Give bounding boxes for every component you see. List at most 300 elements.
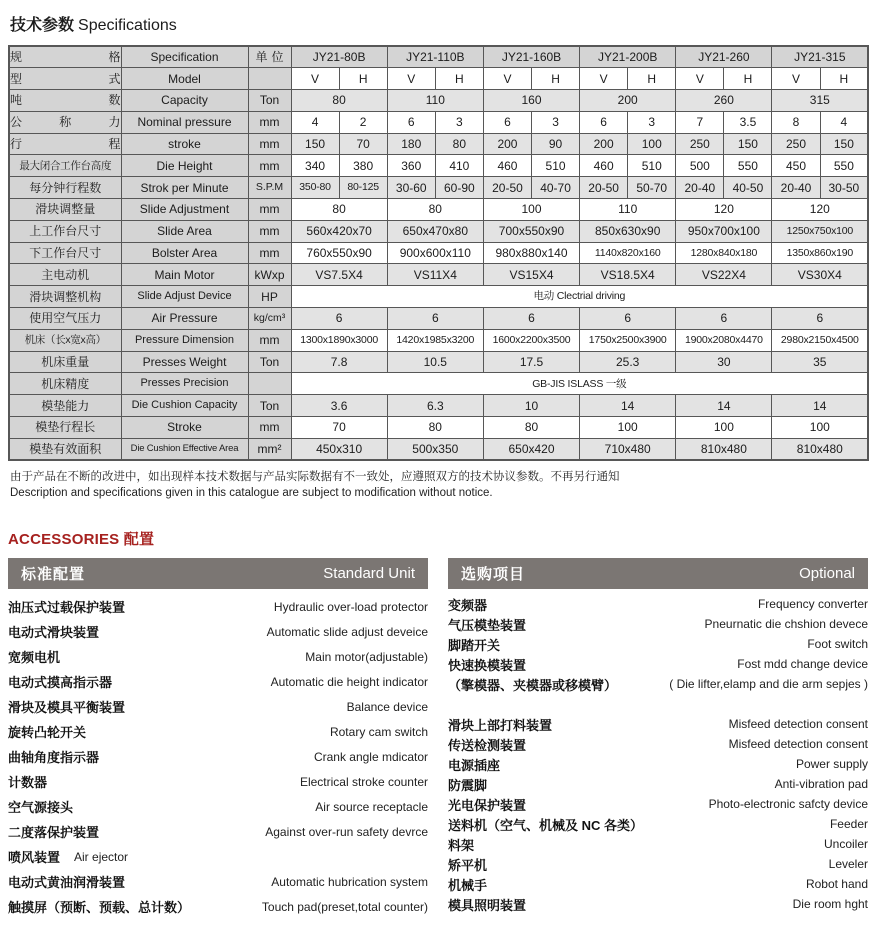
row-label-cn: 每分钟行程数 — [9, 177, 121, 199]
row-unit: mm — [248, 155, 291, 177]
spec-row — [9, 155, 868, 177]
accessory-item-cn: 脚踏开关 — [448, 637, 501, 653]
accessory-item — [448, 594, 868, 614]
accessory-item-en: Feeder — [829, 817, 868, 832]
spec-cell: 100 — [628, 133, 676, 155]
spec-cell: V — [387, 68, 435, 90]
row-label-cn: 滑块调整量 — [9, 199, 121, 221]
accessory-item-en: Against over-run safety devrce — [265, 824, 428, 839]
spec-cell: 760x550x90 — [291, 242, 387, 264]
spec-cell: 30 — [676, 351, 772, 373]
spec-cell: 200 — [580, 90, 676, 112]
accessory-item — [8, 869, 428, 894]
spec-cell: 460 — [483, 155, 531, 177]
spec-cell: 450 — [772, 155, 820, 177]
accessory-item-en: Crank angle mdicator — [313, 749, 428, 764]
spec-cell: 2980x2150x4500 — [772, 329, 868, 351]
accessory-item-cn: 料架 — [448, 837, 475, 853]
spec-cell: 10 — [483, 395, 579, 417]
spec-cell: 80 — [387, 417, 483, 439]
accessory-item-cn: 宽频电机 — [8, 650, 61, 666]
spec-cell: 14 — [772, 395, 868, 417]
row-label-en: Slide Adjustment — [121, 199, 248, 221]
accessory-item-en: Air ejector — [74, 849, 129, 864]
spec-cell: 950x700x100 — [676, 220, 772, 242]
accessory-item-cn: （擎模器、夹模器或移模臂） — [448, 677, 618, 693]
spec-row — [9, 177, 868, 199]
spec-cell: V — [580, 68, 628, 90]
spec-cell: 150 — [724, 133, 772, 155]
disclaimer-note — [10, 469, 868, 501]
spec-cell: 80 — [387, 199, 483, 221]
spec-cell: 150 — [291, 133, 339, 155]
accessory-item-cn: 矫平机 — [448, 857, 488, 873]
row-label-cn: 使用空气压力 — [9, 308, 121, 330]
accessory-item-cn: 旋转凸轮开关 — [8, 725, 87, 741]
accessory-item-en: Touch pad(preset,total counter) — [261, 899, 428, 914]
spec-cell: 160 — [483, 90, 579, 112]
accessory-item-cn: 变频器 — [448, 597, 488, 613]
spec-cell: H — [435, 68, 483, 90]
row-label-cn: 型式 — [9, 68, 121, 90]
row-label-cn: 行程 — [9, 133, 121, 155]
accessories-title-cn: 配置 — [123, 531, 155, 549]
accessory-item — [448, 634, 868, 654]
spec-row — [9, 351, 868, 373]
spec-cell: 6 — [772, 308, 868, 330]
spec-cell: 980x880x140 — [483, 242, 579, 264]
accessory-item-cn: 电动式滑块装置 — [8, 625, 100, 641]
spec-row — [9, 329, 868, 351]
spec-cell: 810x480 — [676, 438, 772, 460]
row-unit: Ton — [248, 90, 291, 112]
accessory-item-en: Balance device — [346, 699, 428, 714]
spec-cell: 80 — [483, 417, 579, 439]
spec-cell: 510 — [628, 155, 676, 177]
row-label-en: Stroke — [121, 417, 248, 439]
accessory-item-cn: 模具照明装置 — [448, 897, 527, 913]
row-label-cn: 机床重量 — [9, 351, 121, 373]
accessory-item — [448, 774, 868, 794]
spec-row — [9, 395, 868, 417]
accessory-item-en: ( Die lifter,elamp and die arm sepjes ) — [669, 677, 868, 692]
spec-cell: 70 — [291, 417, 387, 439]
spec-cell: 560x420x70 — [291, 220, 387, 242]
spec-cell: 550 — [724, 155, 772, 177]
spec-cell: 100 — [580, 417, 676, 439]
accessory-item-cn: 空气源接头 — [8, 800, 74, 816]
spec-cell: 150 — [820, 133, 868, 155]
spec-cell: 7.8 — [291, 351, 387, 373]
row-unit: Ton — [248, 395, 291, 417]
accessory-item — [448, 754, 868, 774]
spec-cell: 550 — [820, 155, 868, 177]
accessory-item-cn: 滑块及模具平衡装置 — [8, 700, 126, 716]
spec-row — [9, 438, 868, 460]
accessory-item — [8, 894, 428, 919]
spec-cell: VS30X4 — [772, 264, 868, 286]
spec-row — [9, 286, 868, 308]
model-header: JY21-200B — [580, 46, 676, 68]
spec-cell: 110 — [387, 90, 483, 112]
standard-unit-header — [8, 558, 428, 589]
accessory-item — [8, 744, 428, 769]
row-label-en: Nominal pressure — [121, 111, 248, 133]
accessory-item-en: Die room hght — [792, 897, 868, 912]
spec-cell: 350-80 — [291, 177, 339, 199]
spec-cell: 500 — [676, 155, 724, 177]
row-label-cn: 吨数 — [9, 90, 121, 112]
row-label-en: Presses Weight — [121, 351, 248, 373]
row-unit: kWxp — [248, 264, 291, 286]
accessory-item-cn: 二度落保护装置 — [8, 825, 100, 841]
spec-cell: 650x470x80 — [387, 220, 483, 242]
spec-cell: 100 — [483, 199, 579, 221]
spec-cell: 700x550x90 — [483, 220, 579, 242]
accessory-item — [448, 894, 868, 914]
row-label-en: Model — [121, 68, 248, 90]
spec-cell: 3 — [628, 111, 676, 133]
accessory-item — [8, 644, 428, 669]
spec-cell: 1250x750x100 — [772, 220, 868, 242]
spec-cell: 30-50 — [820, 177, 868, 199]
spec-cell: V — [676, 68, 724, 90]
accessory-item — [448, 734, 868, 754]
spec-table — [8, 45, 869, 461]
row-label-en: Slide Area — [121, 220, 248, 242]
row-label-cn: 滑块调整机构 — [9, 286, 121, 308]
accessory-item — [448, 654, 868, 674]
accessory-item — [8, 594, 428, 619]
spec-cell: 1600x2200x3500 — [483, 329, 579, 351]
accessory-item — [8, 769, 428, 794]
row-unit: mm — [248, 220, 291, 242]
accessory-item-cn: 送料机（空气、机械及 NC 各类） — [448, 817, 644, 833]
standard-unit-items — [8, 589, 428, 919]
spec-cell: 30-60 — [387, 177, 435, 199]
spec-cell: 3 — [435, 111, 483, 133]
spec-cell: 410 — [435, 155, 483, 177]
spec-cell: 460 — [580, 155, 628, 177]
row-unit: mm — [248, 133, 291, 155]
page-title-cn: 技术参数 — [10, 17, 75, 34]
spec-cell: 50-70 — [628, 177, 676, 199]
disclaimer-en: Description and specifications given in this catalogue are subject to modification without notice. — [10, 487, 493, 500]
spec-cell: 900x600x110 — [387, 242, 483, 264]
spec-cell: 1750x2500x3900 — [580, 329, 676, 351]
accessory-item-en: Electrical stroke counter — [299, 774, 428, 789]
row-label-en: Capacity — [121, 90, 248, 112]
accessory-item-cn: 触摸屏（预断、预载、总计数） — [8, 900, 191, 916]
accessory-item — [448, 834, 868, 854]
row-label-cn: 公称力 — [9, 111, 121, 133]
accessory-item-cn: 电源插座 — [448, 757, 501, 773]
accessory-item-en: Fost mdd change device — [737, 657, 868, 672]
row-label-cn: 上工作台尺寸 — [9, 220, 121, 242]
accessory-item-en: Power supply — [795, 757, 868, 772]
accessory-item — [448, 674, 868, 694]
accessory-item — [448, 874, 868, 894]
col-header-unit: 单位 — [248, 46, 291, 68]
optional-header-en: Optional — [799, 565, 855, 583]
spec-cell: VS15X4 — [483, 264, 579, 286]
accessory-item — [8, 844, 428, 869]
spec-cell: 4 — [820, 111, 868, 133]
spec-cell: 20-40 — [676, 177, 724, 199]
spec-cell: 17.5 — [483, 351, 579, 373]
row-label-cn: 模垫有效面积 — [9, 438, 121, 460]
spec-cell: 3.6 — [291, 395, 387, 417]
accessories-title-en: ACCESSORIES — [8, 531, 120, 549]
model-header: JY21-80B — [291, 46, 387, 68]
spec-cell: V — [483, 68, 531, 90]
row-label-cn: 模垫能力 — [9, 395, 121, 417]
spec-cell: 6 — [483, 308, 579, 330]
accessories-panels — [8, 558, 868, 919]
accessory-item — [448, 794, 868, 814]
spec-cell: V — [772, 68, 820, 90]
spec-cell: 1280x840x180 — [676, 242, 772, 264]
spec-cell: 40-70 — [532, 177, 580, 199]
spec-cell: 3.5 — [724, 111, 772, 133]
spec-cell: 500x350 — [387, 438, 483, 460]
spec-cell: 90 — [532, 133, 580, 155]
accessory-item-cn: 电动式黄油润滑装置 — [8, 875, 126, 891]
spec-cell: 10.5 — [387, 351, 483, 373]
spec-cell: 1300x1890x3000 — [291, 329, 387, 351]
spec-cell: 14 — [676, 395, 772, 417]
model-header: JY21-110B — [387, 46, 483, 68]
row-label-cn: 主电动机 — [9, 264, 121, 286]
row-label-cn: 机床（长x宽x高） — [9, 329, 121, 351]
row-label-cn: 机床精度 — [9, 373, 121, 395]
spec-cell: 380 — [339, 155, 387, 177]
spec-cell: 510 — [532, 155, 580, 177]
model-header: JY21-260 — [676, 46, 772, 68]
spec-cell: 20-40 — [772, 177, 820, 199]
spec-cell: GB-JIS ISLASS 一级 — [291, 373, 868, 395]
row-label-en: Air Pressure — [121, 308, 248, 330]
spec-cell: 1140x820x160 — [580, 242, 676, 264]
spec-header-row — [9, 46, 868, 68]
row-label-cn: 下工作台尺寸 — [9, 242, 121, 264]
spec-cell: 850x630x90 — [580, 220, 676, 242]
accessory-item-en: Photo-electronic safcty device — [708, 797, 868, 812]
row-label-cn: 模垫行程长 — [9, 417, 121, 439]
spec-cell: 70 — [339, 133, 387, 155]
row-unit: mm — [248, 242, 291, 264]
spec-cell: 200 — [483, 133, 531, 155]
accessory-item — [8, 719, 428, 744]
accessory-item-cn: 快速换模装置 — [448, 657, 527, 673]
row-label-en: Slide Adjust Device — [121, 286, 248, 308]
accessory-item-cn: 光电保护装置 — [448, 797, 527, 813]
spec-cell: VS7.5X4 — [291, 264, 387, 286]
model-header: JY21-160B — [483, 46, 579, 68]
spec-cell: 250 — [772, 133, 820, 155]
spec-cell: 8 — [772, 111, 820, 133]
spec-cell: 20-50 — [483, 177, 531, 199]
spec-cell: 100 — [676, 417, 772, 439]
accessory-item-en: Air source receptacle — [315, 799, 428, 814]
spec-cell: 120 — [676, 199, 772, 221]
row-label-en: Pressure Dimension — [121, 329, 248, 351]
disclaimer-cn: 由于产品在不断的改进中，如出现样本技术数据与产品实际数据有不一致处，应遵照双方的技术协议参数。不再另行通知 — [10, 471, 620, 484]
spec-cell: 340 — [291, 155, 339, 177]
spec-cell: 2 — [339, 111, 387, 133]
spec-cell: 450x310 — [291, 438, 387, 460]
row-unit — [248, 373, 291, 395]
spec-row — [9, 242, 868, 264]
spec-cell: 180 — [387, 133, 435, 155]
spec-cell: 3 — [532, 111, 580, 133]
spec-row — [9, 220, 868, 242]
spec-cell: 6 — [387, 111, 435, 133]
spec-cell: 6 — [483, 111, 531, 133]
spec-row — [9, 68, 868, 90]
accessory-item-en: Frequency converter — [757, 597, 868, 612]
spec-cell: 6 — [676, 308, 772, 330]
row-label-en: Die Cushion Effective Area — [121, 438, 248, 460]
spec-cell: H — [820, 68, 868, 90]
row-unit: mm — [248, 329, 291, 351]
spec-row — [9, 133, 868, 155]
spec-cell: 6 — [580, 111, 628, 133]
accessory-item-en: Automatic die height indicator — [270, 674, 428, 689]
spec-cell: 25.3 — [580, 351, 676, 373]
row-label-en: Strok per Minute — [121, 177, 248, 199]
accessories-title — [8, 528, 868, 549]
spec-cell: VS22X4 — [676, 264, 772, 286]
accessory-item-en: Automatic slide adjust deveice — [266, 624, 428, 639]
col-header-spec-en: Specification — [121, 46, 248, 68]
accessory-item-en: Leveler — [828, 857, 868, 872]
row-unit: mm — [248, 199, 291, 221]
accessory-item — [448, 614, 868, 634]
spec-row — [9, 308, 868, 330]
accessory-item-cn: 防震脚 — [448, 777, 488, 793]
spec-row — [9, 417, 868, 439]
accessory-item-en: Automatic hubrication system — [271, 874, 428, 889]
accessory-item — [8, 794, 428, 819]
standard-unit-panel — [8, 558, 428, 919]
row-label-en: Presses Precision — [121, 373, 248, 395]
optional-panel — [448, 558, 868, 919]
row-unit: S.P.M — [248, 177, 291, 199]
spec-cell: 35 — [772, 351, 868, 373]
accessory-item-cn: 计数器 — [8, 775, 48, 791]
spec-row — [9, 264, 868, 286]
optional-header — [448, 558, 868, 589]
row-unit — [248, 68, 291, 90]
row-unit: HP — [248, 286, 291, 308]
spec-cell: 80 — [435, 133, 483, 155]
spec-cell: 20-50 — [580, 177, 628, 199]
accessory-item-en: Main motor(adjustable) — [305, 649, 428, 664]
spec-cell: 80-125 — [339, 177, 387, 199]
spec-cell: 6.3 — [387, 395, 483, 417]
spec-row — [9, 90, 868, 112]
row-unit: mm — [248, 111, 291, 133]
spec-cell: VS18.5X4 — [580, 264, 676, 286]
page-title — [10, 12, 868, 35]
spec-cell: 6 — [387, 308, 483, 330]
accessory-item-en: Uncoiler — [823, 837, 868, 852]
spec-cell: H — [724, 68, 772, 90]
spec-cell: 110 — [580, 199, 676, 221]
standard-unit-header-en: Standard Unit — [323, 565, 415, 583]
accessory-item-en: Hydraulic over-load protector — [273, 599, 428, 614]
page-title-en: Specifications — [78, 17, 177, 34]
row-label-cn: 最大闭合工作台高度 — [9, 155, 121, 177]
row-label-en: Die Height — [121, 155, 248, 177]
standard-unit-header-cn: 标准配置 — [21, 566, 86, 584]
accessory-item-en: Pneurnatic die chshion devece — [704, 617, 868, 632]
row-unit: kg/cm³ — [248, 308, 291, 330]
spec-cell: 100 — [772, 417, 868, 439]
accessory-item — [8, 669, 428, 694]
accessory-item-cn: 电动式摸高指示器 — [8, 675, 113, 691]
row-label-en: Die Cushion Capacity — [121, 395, 248, 417]
accessory-item — [8, 819, 428, 844]
accessory-item — [448, 714, 868, 734]
accessory-item — [448, 814, 868, 834]
model-header: JY21-315 — [772, 46, 868, 68]
spec-cell: 14 — [580, 395, 676, 417]
accessory-item-cn: 喷风装置 — [8, 850, 61, 866]
spec-cell: V — [291, 68, 339, 90]
spec-cell: 120 — [772, 199, 868, 221]
spec-cell: 6 — [580, 308, 676, 330]
row-unit: mm — [248, 417, 291, 439]
optional-header-cn: 选购项目 — [461, 566, 526, 584]
accessory-item-en: Robot hand — [805, 877, 868, 892]
spec-cell: 810x480 — [772, 438, 868, 460]
spec-cell: 710x480 — [580, 438, 676, 460]
accessory-item-en: Misfeed detection consent — [728, 717, 868, 732]
spec-cell: 60-90 — [435, 177, 483, 199]
accessory-item — [448, 854, 868, 874]
row-label-en: Bolster Area — [121, 242, 248, 264]
spec-cell: 80 — [291, 90, 387, 112]
spec-cell: 7 — [676, 111, 724, 133]
accessory-item — [8, 694, 428, 719]
spec-cell: 360 — [387, 155, 435, 177]
row-unit: mm² — [248, 438, 291, 460]
accessory-item-cn: 油压式过载保护装置 — [8, 600, 126, 616]
spec-cell: 电动 Clectrial driving — [291, 286, 868, 308]
accessory-item-en: Rotary cam switch — [329, 724, 428, 739]
spec-cell: 260 — [676, 90, 772, 112]
spec-row — [9, 199, 868, 221]
accessory-item-cn: 传送检测装置 — [448, 737, 527, 753]
spec-cell: 315 — [772, 90, 868, 112]
accessory-item-cn: 滑块上部打料装置 — [448, 717, 553, 733]
spec-cell: 1350x860x190 — [772, 242, 868, 264]
spec-cell: 6 — [291, 308, 387, 330]
spec-cell: 40-50 — [724, 177, 772, 199]
row-label-en: stroke — [121, 133, 248, 155]
row-label-en: Main Motor — [121, 264, 248, 286]
spec-cell: 1420x1985x3200 — [387, 329, 483, 351]
spec-cell: 200 — [580, 133, 628, 155]
spec-cell: 250 — [676, 133, 724, 155]
spec-row — [9, 373, 868, 395]
accessory-item-en: Foot switch — [807, 637, 868, 652]
accessory-item-en: Anti-vibration pad — [774, 777, 868, 792]
accessory-item — [8, 619, 428, 644]
accessory-item-cn: 机械手 — [448, 877, 488, 893]
